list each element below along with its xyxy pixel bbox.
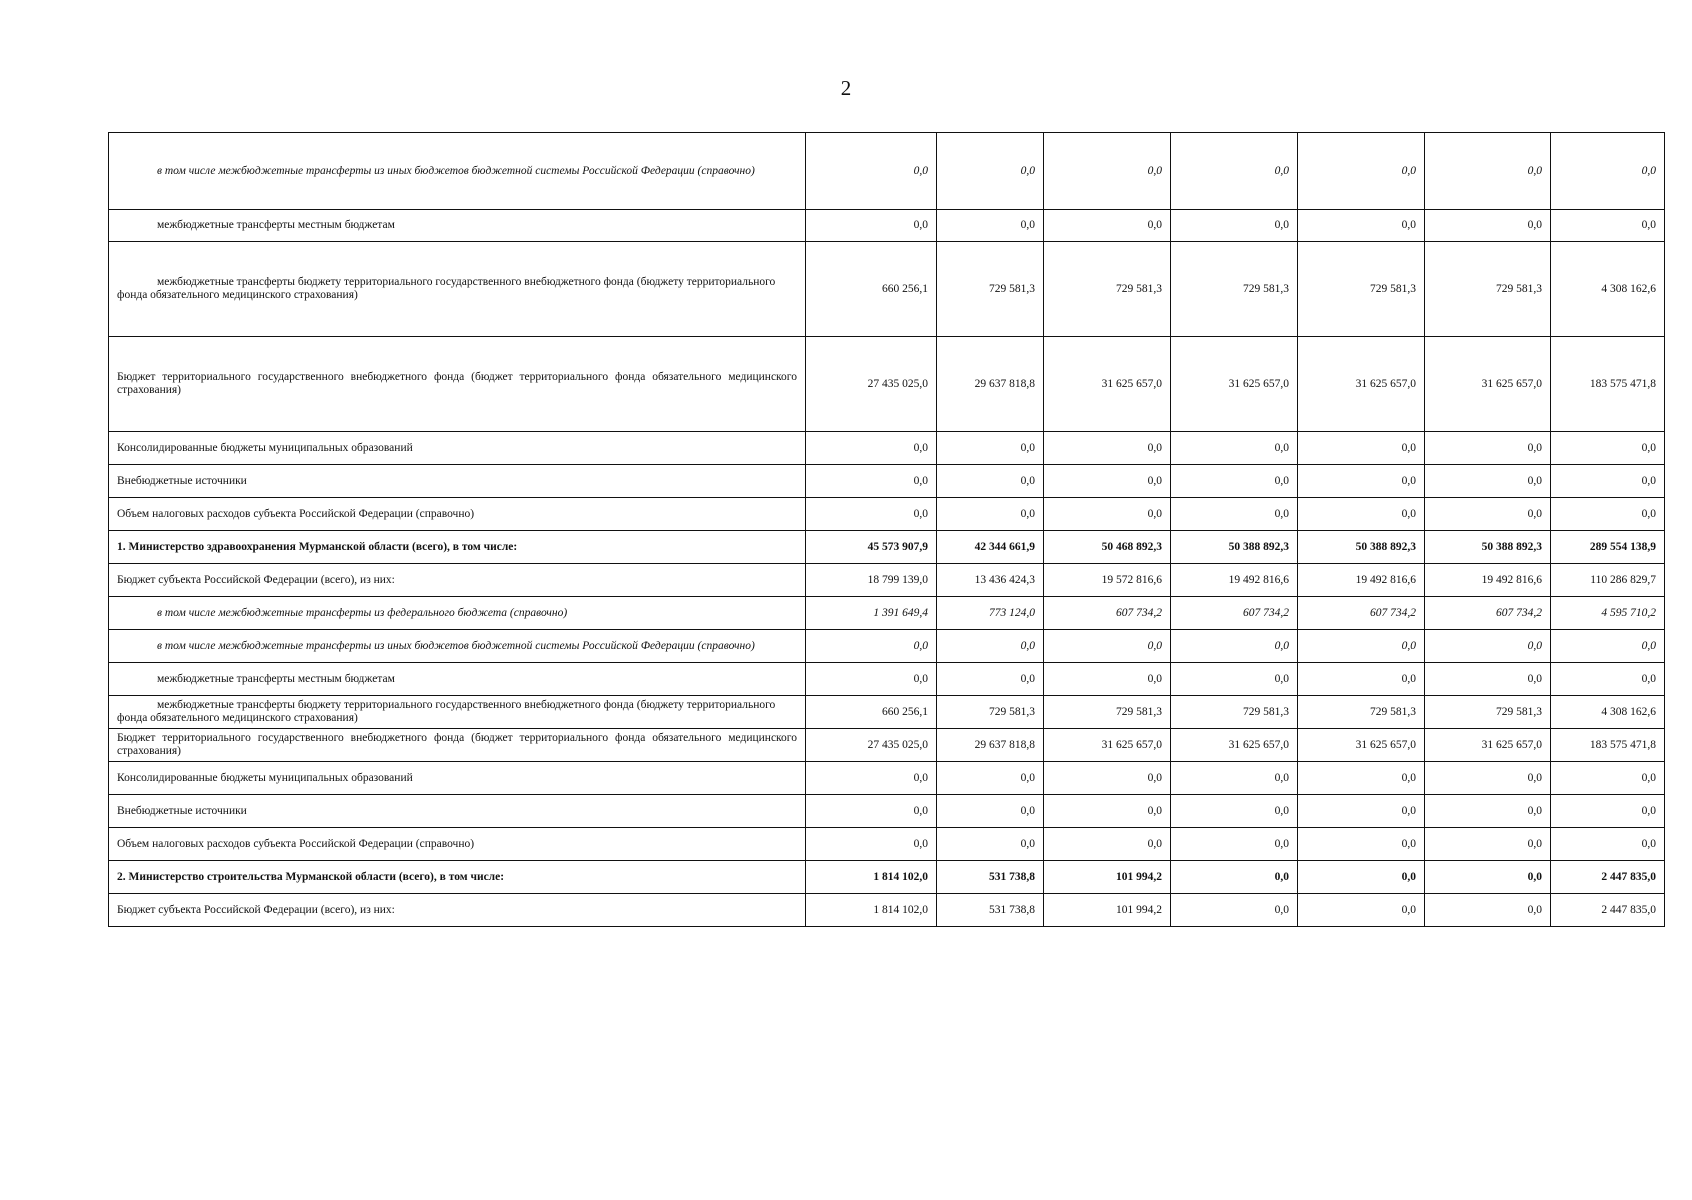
value-cell: 607 734,2 <box>1044 597 1171 630</box>
table-row <box>109 337 1665 432</box>
value-cell: 1 391 649,4 <box>806 597 937 630</box>
value-cell: 0,0 <box>1551 663 1665 696</box>
value-cell: 729 581,3 <box>937 696 1044 729</box>
value-cell: 531 738,8 <box>937 894 1044 927</box>
page-number: 2 <box>840 76 852 100</box>
row-label: 2. Министерство строительства Мурманской области (всего), в том числе: <box>109 861 806 894</box>
value-cell: 0,0 <box>1298 498 1425 531</box>
value-cell: 0,0 <box>937 630 1044 663</box>
row-label: Внебюджетные источники <box>109 465 806 498</box>
table-row <box>109 729 1665 762</box>
table-row <box>109 894 1665 927</box>
value-cell: 4 595 710,2 <box>1551 597 1665 630</box>
value-cell: 0,0 <box>1425 432 1551 465</box>
value-cell: 0,0 <box>806 133 937 210</box>
value-cell: 31 625 657,0 <box>1425 337 1551 432</box>
value-cell: 31 625 657,0 <box>1298 729 1425 762</box>
value-cell: 50 388 892,3 <box>1425 531 1551 564</box>
value-cell: 0,0 <box>806 465 937 498</box>
table-row <box>109 210 1665 242</box>
value-cell: 4 308 162,6 <box>1551 696 1665 729</box>
value-cell: 0,0 <box>937 465 1044 498</box>
value-cell: 0,0 <box>1171 133 1298 210</box>
value-cell: 0,0 <box>937 795 1044 828</box>
value-cell: 0,0 <box>1171 795 1298 828</box>
value-cell: 0,0 <box>1298 762 1425 795</box>
row-label: Бюджет субъекта Российской Федерации (всего), из них: <box>109 894 806 927</box>
value-cell: 0,0 <box>1298 432 1425 465</box>
value-cell: 19 492 816,6 <box>1298 564 1425 597</box>
value-cell: 0,0 <box>806 630 937 663</box>
value-cell: 183 575 471,8 <box>1551 337 1665 432</box>
value-cell: 0,0 <box>1551 432 1665 465</box>
value-cell: 31 625 657,0 <box>1171 729 1298 762</box>
value-cell: 0,0 <box>1298 894 1425 927</box>
value-cell: 0,0 <box>1171 498 1298 531</box>
value-cell: 729 581,3 <box>1044 242 1171 337</box>
value-cell: 19 572 816,6 <box>1044 564 1171 597</box>
value-cell: 660 256,1 <box>806 242 937 337</box>
value-cell: 0,0 <box>806 663 937 696</box>
value-cell: 0,0 <box>1551 498 1665 531</box>
value-cell: 0,0 <box>1044 210 1171 242</box>
value-cell: 101 994,2 <box>1044 861 1171 894</box>
table-row <box>109 133 1665 210</box>
table-row <box>109 531 1665 564</box>
value-cell: 0,0 <box>1551 465 1665 498</box>
row-label: Консолидированные бюджеты муниципальных образований <box>109 762 806 795</box>
value-cell: 31 625 657,0 <box>1298 337 1425 432</box>
value-cell: 50 388 892,3 <box>1171 531 1298 564</box>
value-cell: 0,0 <box>1171 210 1298 242</box>
value-cell: 0,0 <box>1551 828 1665 861</box>
value-cell: 31 625 657,0 <box>1044 729 1171 762</box>
value-cell: 0,0 <box>1425 663 1551 696</box>
row-label: межбюджетные трансферты местным бюджетам <box>109 210 806 242</box>
value-cell: 0,0 <box>1171 894 1298 927</box>
value-cell: 0,0 <box>1171 432 1298 465</box>
row-label: в том числе межбюджетные трансферты из иных бюджетов бюджетной системы Российской Федерации (справочно) <box>109 630 806 663</box>
value-cell: 31 625 657,0 <box>1171 337 1298 432</box>
row-label: в том числе межбюджетные трансферты из иных бюджетов бюджетной системы Российской Федерации (справочно) <box>109 133 806 210</box>
row-label: Объем налоговых расходов субъекта Российской Федерации (справочно) <box>109 498 806 531</box>
value-cell: 0,0 <box>1044 795 1171 828</box>
value-cell: 0,0 <box>937 762 1044 795</box>
value-cell: 0,0 <box>1171 663 1298 696</box>
value-cell: 0,0 <box>1298 795 1425 828</box>
value-cell: 0,0 <box>1298 828 1425 861</box>
row-label: Бюджет субъекта Российской Федерации (всего), из них: <box>109 564 806 597</box>
value-cell: 0,0 <box>937 498 1044 531</box>
value-cell: 0,0 <box>1425 630 1551 663</box>
row-label: межбюджетные трансферты бюджету территориального государственного внебюджетного фонда (бюджету территориального фонда обязательного медицинского страхования) <box>109 242 806 337</box>
value-cell: 0,0 <box>806 432 937 465</box>
value-cell: 0,0 <box>1171 630 1298 663</box>
value-cell: 0,0 <box>1551 210 1665 242</box>
value-cell: 27 435 025,0 <box>806 337 937 432</box>
budget-table <box>108 132 1665 927</box>
value-cell: 31 625 657,0 <box>1425 729 1551 762</box>
value-cell: 0,0 <box>1298 663 1425 696</box>
value-cell: 45 573 907,9 <box>806 531 937 564</box>
row-label: межбюджетные трансферты местным бюджетам <box>109 663 806 696</box>
value-cell: 0,0 <box>1044 663 1171 696</box>
table-row <box>109 498 1665 531</box>
value-cell: 19 492 816,6 <box>1171 564 1298 597</box>
value-cell: 0,0 <box>1551 762 1665 795</box>
value-cell: 531 738,8 <box>937 861 1044 894</box>
value-cell: 0,0 <box>1551 630 1665 663</box>
value-cell: 0,0 <box>1298 133 1425 210</box>
row-label: межбюджетные трансферты бюджету территориального государственного внебюджетного фонда (бюджету территориального фонда обязательного медицинского страхования) <box>109 696 806 729</box>
value-cell: 607 734,2 <box>1425 597 1551 630</box>
table-row <box>109 597 1665 630</box>
row-label: 1. Министерство здравоохранения Мурманской области (всего), в том числе: <box>109 531 806 564</box>
value-cell: 1 814 102,0 <box>806 894 937 927</box>
value-cell: 0,0 <box>806 498 937 531</box>
value-cell: 660 256,1 <box>806 696 937 729</box>
row-label: Объем налоговых расходов субъекта Российской Федерации (справочно) <box>109 828 806 861</box>
row-label: Бюджет территориального государственного внебюджетного фонда (бюджет территориального фонда обязательного медицинского страхования) <box>109 729 806 762</box>
value-cell: 0,0 <box>806 828 937 861</box>
value-cell: 31 625 657,0 <box>1044 337 1171 432</box>
row-label: Консолидированные бюджеты муниципальных образований <box>109 432 806 465</box>
table-row <box>109 795 1665 828</box>
value-cell: 50 388 892,3 <box>1298 531 1425 564</box>
table-row <box>109 242 1665 337</box>
value-cell: 29 637 818,8 <box>937 337 1044 432</box>
value-cell: 0,0 <box>937 663 1044 696</box>
value-cell: 0,0 <box>1425 762 1551 795</box>
table-row <box>109 663 1665 696</box>
value-cell: 0,0 <box>937 133 1044 210</box>
value-cell: 0,0 <box>1425 465 1551 498</box>
value-cell: 27 435 025,0 <box>806 729 937 762</box>
value-cell: 607 734,2 <box>1298 597 1425 630</box>
value-cell: 29 637 818,8 <box>937 729 1044 762</box>
value-cell: 0,0 <box>1171 861 1298 894</box>
value-cell: 729 581,3 <box>1171 696 1298 729</box>
value-cell: 607 734,2 <box>1171 597 1298 630</box>
value-cell: 2 447 835,0 <box>1551 861 1665 894</box>
table-row <box>109 465 1665 498</box>
value-cell: 0,0 <box>1425 828 1551 861</box>
value-cell: 0,0 <box>1044 465 1171 498</box>
value-cell: 0,0 <box>1425 498 1551 531</box>
value-cell: 729 581,3 <box>1171 242 1298 337</box>
value-cell: 0,0 <box>1425 894 1551 927</box>
value-cell: 0,0 <box>937 432 1044 465</box>
value-cell: 729 581,3 <box>1044 696 1171 729</box>
value-cell: 0,0 <box>1044 432 1171 465</box>
table-row <box>109 564 1665 597</box>
value-cell: 0,0 <box>1551 795 1665 828</box>
table-row <box>109 861 1665 894</box>
value-cell: 4 308 162,6 <box>1551 242 1665 337</box>
value-cell: 773 124,0 <box>937 597 1044 630</box>
value-cell: 42 344 661,9 <box>937 531 1044 564</box>
value-cell: 0,0 <box>806 762 937 795</box>
value-cell: 0,0 <box>1425 133 1551 210</box>
value-cell: 110 286 829,7 <box>1551 564 1665 597</box>
value-cell: 0,0 <box>1298 210 1425 242</box>
value-cell: 0,0 <box>1551 133 1665 210</box>
table-row <box>109 696 1665 729</box>
row-label: Бюджет территориального государственного внебюджетного фонда (бюджет территориального фонда обязательного медицинского страхования) <box>109 337 806 432</box>
value-cell: 0,0 <box>1298 630 1425 663</box>
table-row <box>109 828 1665 861</box>
value-cell: 0,0 <box>1425 861 1551 894</box>
value-cell: 0,0 <box>806 795 937 828</box>
value-cell: 50 468 892,3 <box>1044 531 1171 564</box>
value-cell: 101 994,2 <box>1044 894 1171 927</box>
row-label: Внебюджетные источники <box>109 795 806 828</box>
value-cell: 0,0 <box>1171 762 1298 795</box>
value-cell: 0,0 <box>1171 828 1298 861</box>
value-cell: 2 447 835,0 <box>1551 894 1665 927</box>
value-cell: 0,0 <box>937 210 1044 242</box>
value-cell: 729 581,3 <box>1298 242 1425 337</box>
value-cell: 0,0 <box>1425 795 1551 828</box>
value-cell: 0,0 <box>1044 498 1171 531</box>
value-cell: 0,0 <box>937 828 1044 861</box>
table-row <box>109 432 1665 465</box>
row-label: в том числе межбюджетные трансферты из федерального бюджета (справочно) <box>109 597 806 630</box>
value-cell: 729 581,3 <box>1425 242 1551 337</box>
value-cell: 0,0 <box>1044 762 1171 795</box>
value-cell: 289 554 138,9 <box>1551 531 1665 564</box>
value-cell: 0,0 <box>1425 210 1551 242</box>
value-cell: 0,0 <box>806 210 937 242</box>
table-row <box>109 762 1665 795</box>
value-cell: 0,0 <box>1298 861 1425 894</box>
value-cell: 183 575 471,8 <box>1551 729 1665 762</box>
value-cell: 13 436 424,3 <box>937 564 1044 597</box>
value-cell: 729 581,3 <box>937 242 1044 337</box>
value-cell: 19 492 816,6 <box>1425 564 1551 597</box>
value-cell: 1 814 102,0 <box>806 861 937 894</box>
value-cell: 0,0 <box>1298 465 1425 498</box>
table-row <box>109 630 1665 663</box>
table-body <box>109 133 1665 927</box>
value-cell: 18 799 139,0 <box>806 564 937 597</box>
value-cell: 0,0 <box>1044 828 1171 861</box>
value-cell: 0,0 <box>1044 630 1171 663</box>
value-cell: 0,0 <box>1044 133 1171 210</box>
value-cell: 729 581,3 <box>1298 696 1425 729</box>
value-cell: 729 581,3 <box>1425 696 1551 729</box>
value-cell: 0,0 <box>1171 465 1298 498</box>
